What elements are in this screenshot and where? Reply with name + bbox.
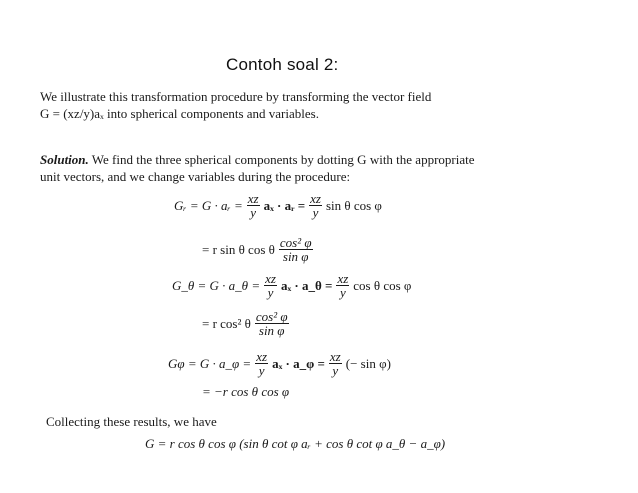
intro-line-2: G = (xz/y)aₓ into spherical components and variables. [40,106,319,121]
eq1-f1-den: y [250,205,257,220]
equation-g-theta [172,272,411,299]
intro-paragraph [40,88,603,122]
eq5-fraction-1 [255,350,268,377]
eq3-f1-den: y [267,285,274,300]
equation-g-final [145,436,445,452]
solution-paragraph [40,151,603,185]
equation-g-theta-simplified [202,310,291,337]
eq3-f1-num: xz [265,271,276,286]
solution-text-1: We find the three spherical components by dotting G with the appropriate [91,152,475,167]
eq5-lhs: Gφ = G · a_φ = [168,355,252,371]
equation-g-phi [168,350,391,377]
eq5-f1-den: y [258,363,265,378]
eq1-lhs: Gᵣ = G · aᵣ = [174,197,243,213]
collecting-text: Collecting these results, we have [46,414,217,429]
eq5-f1-num: xz [256,349,268,364]
eq5-f2-den: y [332,363,339,378]
eq3-rhs: cos θ cos φ [353,277,412,293]
eq4-f-den: sin φ [258,323,285,338]
eq4-fraction [255,310,289,337]
solution-line-2: unit vectors, and we change variables during the procedure: [40,169,351,184]
eq3-f2-num: xz [337,271,349,286]
slide-title: Contoh soal 2: [226,55,339,74]
eq1-fraction-1 [247,192,260,219]
equation-g-r-simplified [202,236,315,263]
eq5-rhs: (− sin φ) [345,355,391,371]
eq3-f2-den: y [339,285,346,300]
eq4-lhs: = r cos² θ [202,315,251,331]
equation-g-phi-simplified [202,384,289,400]
solution-line-1 [40,151,603,168]
eq2-lhs: = r sin θ cos θ [202,241,275,257]
eq1-f2-den: y [312,205,319,220]
eq1-f1-num: xz [247,191,259,206]
eq3-mid: aₓ · a_θ = [280,277,333,293]
eq3-fraction-2 [336,272,349,299]
eq1-fraction-2 [309,192,322,219]
eq6-text: = −r cos θ cos φ [202,384,290,399]
eq2-f-den: sin φ [282,249,309,264]
eq3-lhs: G_θ = G · a_θ = [172,277,261,293]
eq1-f2-num: xz [310,191,321,206]
eq1-rhs: sin θ cos φ [325,197,382,213]
eq3-fraction-1 [264,272,277,299]
solution-label: Solution. [40,152,89,167]
eq1-mid: aₓ · aᵣ = [263,197,306,213]
intro-line-1: We illustrate this transformation procedure by transforming the vector field [40,89,432,104]
eq4-f-num: cos² φ [255,309,288,324]
collecting-paragraph [46,413,609,430]
eq7-text: G = r cos θ cos φ (sin θ cot φ aᵣ + cos θ cot φ a_θ − a_φ) [145,436,446,451]
eq5-fraction-2 [329,350,342,377]
eq5-mid: aₓ · a_φ = [272,355,325,371]
eq2-f-num: cos² φ [279,235,312,250]
equation-g-r [174,192,382,219]
eq5-f2-num: xz [329,349,341,364]
eq2-fraction [279,236,313,263]
